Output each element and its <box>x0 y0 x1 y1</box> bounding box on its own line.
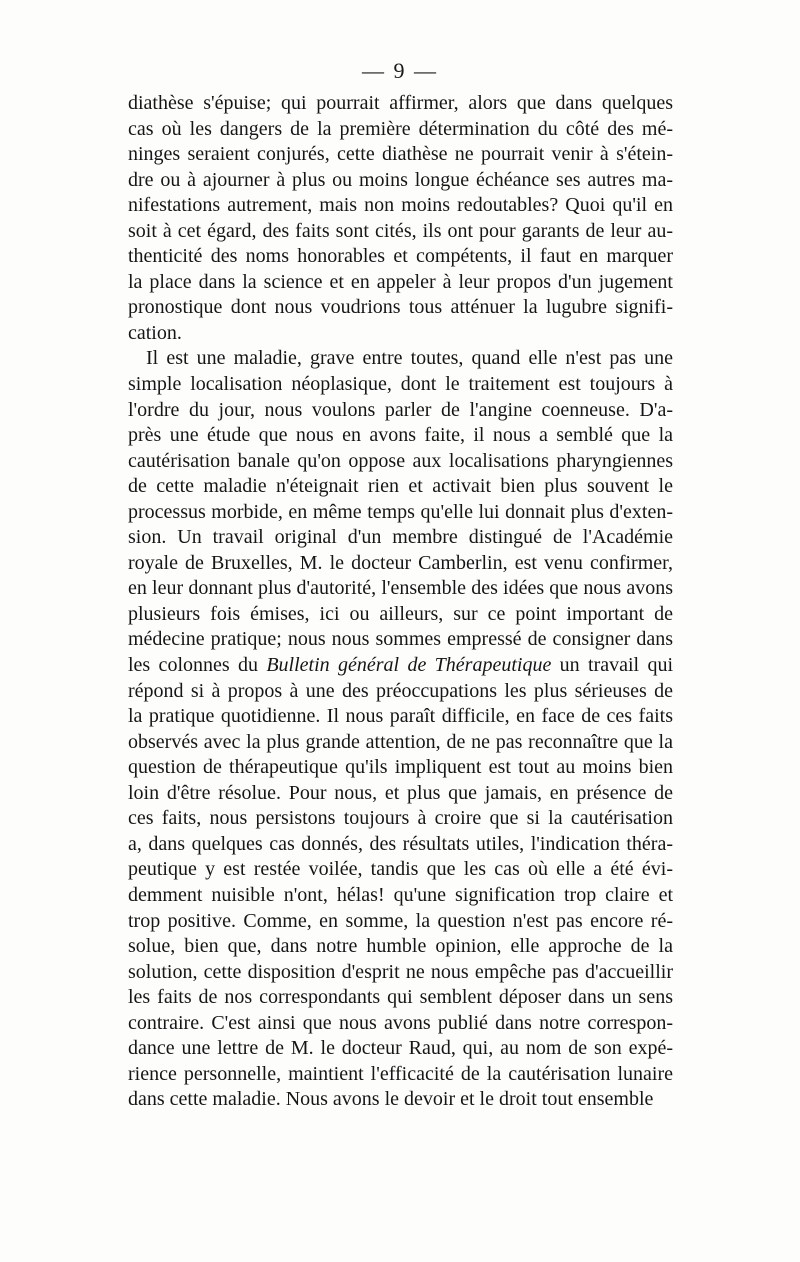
text-line: solution, cette disposition d'esprit ne nous empêche pas d'accueillir <box>128 960 673 983</box>
text-line: répond si à propos à une des préoccupations les plus sérieuses de <box>128 679 673 702</box>
text-line: dans cette maladie. Nous avons le devoir et le droit tout ensemble <box>128 1088 654 1111</box>
body-text <box>128 91 673 1113</box>
text-line: soit à cet égard, des faits sont cités, ils ont pour garants de leur au- <box>128 219 673 242</box>
text-line: loin d'être résolue. Pour nous, et plus que jamais, en présence de <box>128 781 673 804</box>
text-line: nifestations autrement, mais non moins redoutables? Quoi qu'il en <box>128 194 673 217</box>
text-line: la place dans la science et en appeler à leur propos d'un jugement <box>128 270 673 293</box>
text-line: l'ordre du jour, nous voulons parler de l'angine coenneuse. D'a- <box>128 398 673 421</box>
text-line: ces faits, nous persistons toujours à croire que si la cautérisation <box>128 807 673 830</box>
text-line: Il est une maladie, grave entre toutes, quand elle n'est pas une <box>146 347 673 370</box>
italic-title: Bulletin général de Thérapeutique <box>266 654 552 677</box>
paragraph <box>128 346 673 1112</box>
text-line: la pratique quotidienne. Il nous paraît difficile, en face de ces faits <box>128 705 673 728</box>
text-line: thenticité des noms honorables et compétents, il faut en marquer <box>128 245 673 268</box>
text-line: royale de Bruxelles, M. le docteur Camberlin, est venu confirmer, <box>128 551 673 574</box>
text-line: demment nuisible n'ont, hélas! qu'une signification trop claire et <box>128 883 673 906</box>
text-line: pronostique dont nous voudrions tous atténuer la lugubre signifi- <box>128 296 673 319</box>
text-line: peutique y est restée voilée, tandis que les cas où elle a été évi- <box>128 858 673 881</box>
page-number: — 9 — <box>362 58 438 83</box>
text-line: les colonnes du Bulletin général de Thérapeutique un travail qui <box>128 654 673 677</box>
text-line: près une étude que nous en avons faite, il nous a semblé que la <box>128 424 673 447</box>
text-line: plusieurs fois émises, ici ou ailleurs, sur ce point important de <box>128 602 673 625</box>
text-line: rience personnelle, maintient l'efficacité de la cautérisation lunaire <box>128 1062 673 1085</box>
text-line: dre ou à ajourner à plus ou moins longue échéance ses autres ma- <box>128 168 673 191</box>
text-line: ninges seraient conjurés, cette diathèse ne pourrait venir à s'étein- <box>128 143 673 166</box>
text-line: cas où les dangers de la première détermination du côté des mé- <box>128 117 673 140</box>
text-line: solue, bien que, dans notre humble opinion, elle approche de la <box>128 935 673 958</box>
text-line: en leur donnant plus d'autorité, l'ensemble des idées que nous avons <box>128 577 673 600</box>
text-line: processus morbide, en même temps qu'elle lui donnait plus d'exten- <box>128 500 673 523</box>
text-line: contraire. C'est ainsi que nous avons publié dans notre correspon- <box>128 1011 673 1034</box>
text-line: cautérisation banale qu'on oppose aux localisations pharyngiennes <box>128 449 673 472</box>
text-line: les faits de nos correspondants qui semblent déposer dans un sens <box>128 986 673 1009</box>
text-line: cation. <box>128 321 182 344</box>
text-line: simple localisation néoplasique, dont le traitement est toujours à <box>128 373 673 396</box>
paragraph <box>128 91 673 346</box>
text-line: trop positive. Comme, en somme, la question n'est pas encore ré- <box>128 909 673 932</box>
text-line: dance une lettre de M. le docteur Raud, qui, au nom de son expé- <box>128 1037 673 1060</box>
text-line: question de thérapeutique qu'ils impliquent est tout au moins bien <box>128 756 673 779</box>
text-line: observés avec la plus grande attention, de ne pas reconnaître que la <box>128 730 673 753</box>
text-line: diathèse s'épuise; qui pourrait affirmer, alors que dans quelques <box>128 92 673 114</box>
text-line: sion. Un travail original d'un membre distingué de l'Académie <box>128 526 673 549</box>
text-line: a, dans quelques cas donnés, des résultats utiles, l'indication théra- <box>128 832 673 855</box>
text-line: médecine pratique; nous nous sommes empressé de consigner dans <box>128 628 673 651</box>
text-line: de cette maladie n'éteignait rien et activait bien plus souvent le <box>128 475 673 498</box>
